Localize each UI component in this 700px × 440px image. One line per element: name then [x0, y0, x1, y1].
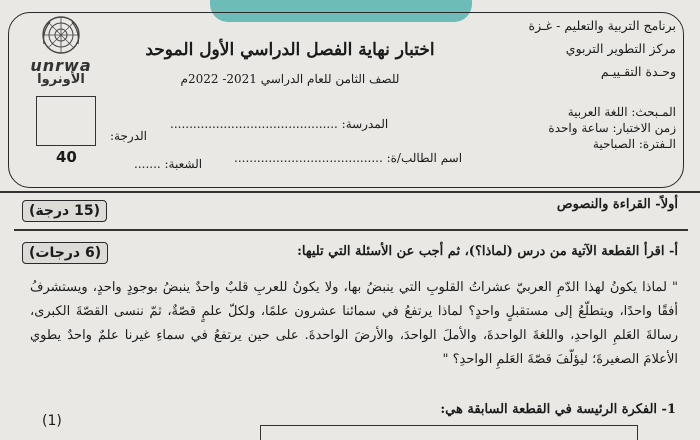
period-label: الـفترة: الصباحية: [592, 137, 676, 151]
section-one-row: [14, 194, 686, 228]
logo-text-ar: الأونروا: [37, 72, 85, 87]
program-lines: [476, 14, 676, 83]
program-line: برنامج التربية والتعليم - غـزة: [528, 18, 676, 33]
grade-label: الدرجة:: [110, 129, 147, 143]
question-a-points: (6 درجات): [22, 242, 108, 264]
section-one-title: أولاً- القراءة والنصوص: [556, 197, 678, 212]
exam-title: اختبار نهاية الفصل الدراسي الأول الموحد: [145, 40, 435, 60]
student-name-field[interactable]: اسم الطالب/ة: .......................................: [234, 151, 463, 165]
program-line: وحـدة التقـييـم: [600, 64, 676, 79]
question-1-text: 1- الفكرة الرئيسة في القطعة السابقة هي:: [440, 402, 676, 417]
question-a-text: أ- اقرأ القطعة الآتية من درس (لماذا؟)، ثم أجب عن الأسئلة التي تليها:: [297, 244, 678, 259]
section-one-points: (15 درجة): [22, 200, 107, 222]
grade-box[interactable]: [36, 96, 96, 146]
section-field[interactable]: الشعبة: .......: [134, 157, 203, 171]
logo-text-en: unrwa: [30, 56, 92, 75]
question-1-mark: (1): [42, 413, 62, 429]
school-field[interactable]: المدرسة: ............................................: [170, 117, 389, 131]
total-score: 40: [56, 148, 77, 166]
question-1-answer-box[interactable]: [260, 425, 638, 440]
divider: [0, 191, 700, 193]
divider: [14, 229, 688, 231]
unrwa-logo: [26, 14, 96, 98]
duration-label: زمن الاختبار: ساعة واحدة: [548, 121, 676, 135]
question-a-row: [14, 238, 686, 268]
exam-subtitle: للصف الثامن للعام الدراسي 2021- 2022م: [180, 72, 400, 86]
reading-passage: " لماذا يكونُ لهذا الدّمِ العربيّ عشراتُ القلوبِ التي ينبضُ بها، ولا يكونُ للعربِ قلبٌ واحدٌ ينبضُ بوجودٍ واحدٍ، ويستشرفُ أفقًا واحدًا، ويتطلّعُ إلى مستقبلٍ واحدٍ؟ لماذا يرتفعُ في سمائنا عشرون علمًا، ولكلّ علمٍ قصّةٌ، ثمّ ننسى القصّةَ الكبرى، رسالةَ العَلمِ الواحدِ، واللغةَ الواحدةَ، والأملَ الواحدَ، والأرضَ الواحدةَ. على حين يرتفعُ في سماءِ غيرنا علمٌ واحدٌ يطوي الأعلامَ الصغيرةَ؛ ليؤلّفَ قصّةَ العَلمِ الواحدِ؟ ": [30, 280, 678, 367]
subject-label: المـبحث: اللغة العربية: [567, 105, 676, 119]
un-emblem-icon: [40, 14, 82, 56]
program-line: مركز التطوير التربوي: [565, 41, 676, 56]
